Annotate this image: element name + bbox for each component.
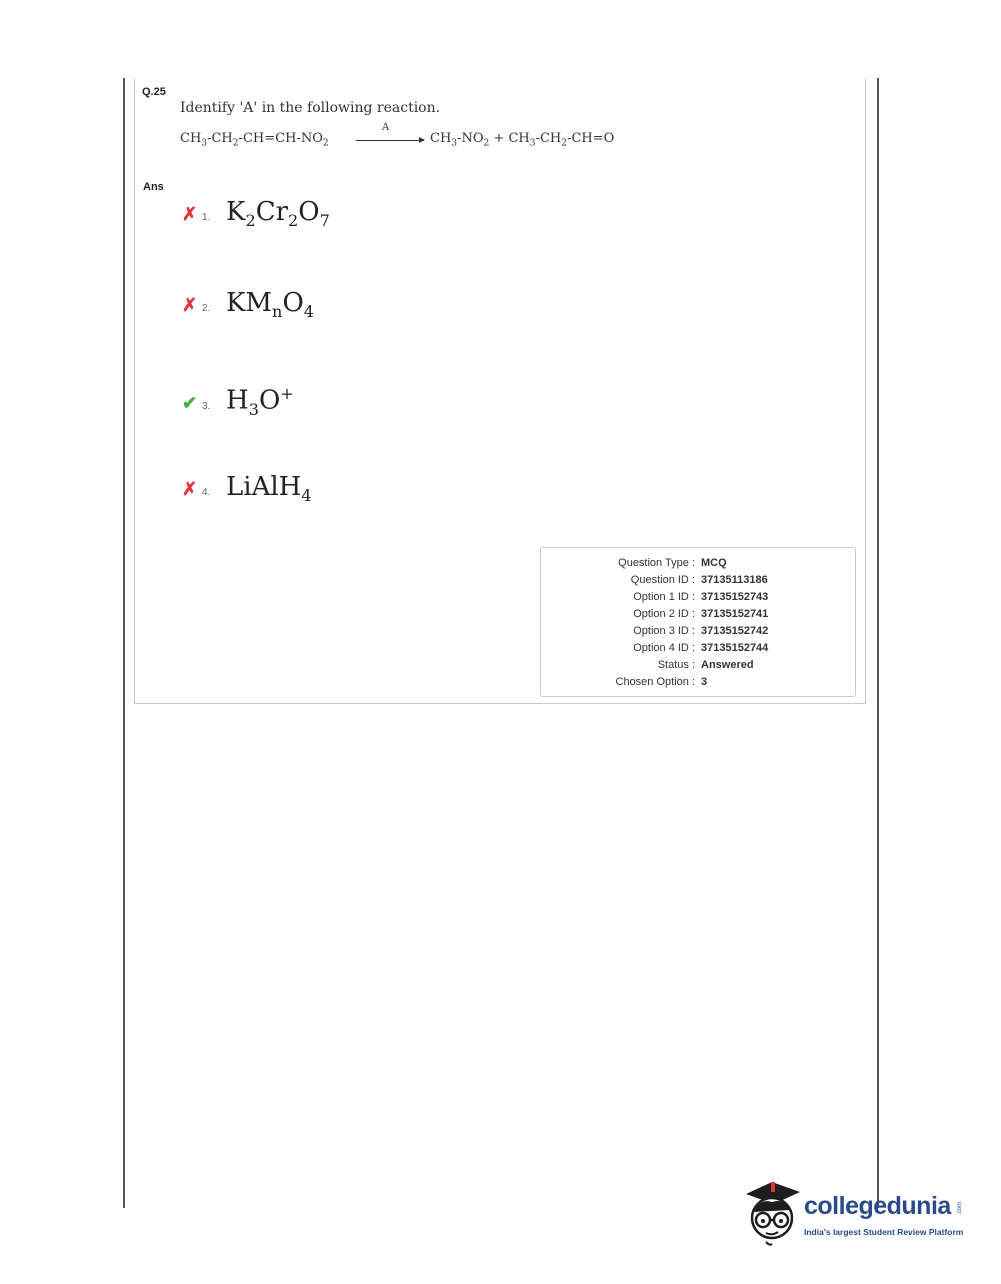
info-question-type: Question Type : MCQ <box>618 557 727 569</box>
option-1 <box>182 197 330 230</box>
cross-icon: ✗ <box>182 295 198 315</box>
reaction-reactant: $CH_3-CH_2-CH=CH-NO_2$ <box>180 131 329 149</box>
info-option-3-id: Option 3 ID : 37135152742 <box>633 625 769 637</box>
info-option-2-id: Option 2 ID : 37135152741 <box>633 608 769 620</box>
option-number: 1. <box>202 212 211 223</box>
option-2 <box>182 288 314 321</box>
page-border-left <box>123 78 125 1208</box>
question-text: Identify 'A' in the following reaction. <box>180 100 441 116</box>
option-text: LiAlH$_4$ <box>226 472 312 506</box>
answer-label: Ans <box>143 181 164 193</box>
option-number: 4. <box>202 487 211 498</box>
reaction-reagent: A <box>382 122 390 133</box>
info-status: Status : Answered <box>657 659 754 671</box>
question-info-panel <box>540 547 856 697</box>
brand-name: collegedunia <box>804 1192 951 1220</box>
option-text: $K_2Cr_2O_7$ <box>226 197 330 231</box>
info-chosen-option: Chosen Option : 3 <box>615 676 708 688</box>
brand-tagline: India's largest Student Review Platform <box>804 1227 964 1237</box>
info-question-id: Question ID : 37135113186 <box>630 574 768 586</box>
reaction-arrow-icon <box>356 140 424 141</box>
reaction-products: $CH_3-NO_2 + CH_3-CH_2-CH=O$ <box>430 131 615 149</box>
info-option-4-id: Option 4 ID : 37135152744 <box>633 642 769 654</box>
question-number: Q.25 <box>142 86 166 98</box>
option-number: 3. <box>202 400 211 412</box>
info-option-1-id: Option 1 ID : 37135152743 <box>633 591 769 603</box>
option-text: $KM_nO_4$ <box>226 288 315 322</box>
mascot-logo-icon <box>742 1176 804 1248</box>
option-number: 2. <box>202 303 211 314</box>
check-icon: ✔ <box>182 392 198 413</box>
brand-domain: .com <box>957 1202 963 1216</box>
cross-icon: ✗ <box>182 204 198 224</box>
cross-icon: ✗ <box>182 479 198 499</box>
page-border-right <box>877 78 879 1208</box>
option-text: $H_3O^+$ <box>226 384 294 419</box>
option-4 <box>182 472 312 505</box>
option-3 <box>182 384 294 419</box>
